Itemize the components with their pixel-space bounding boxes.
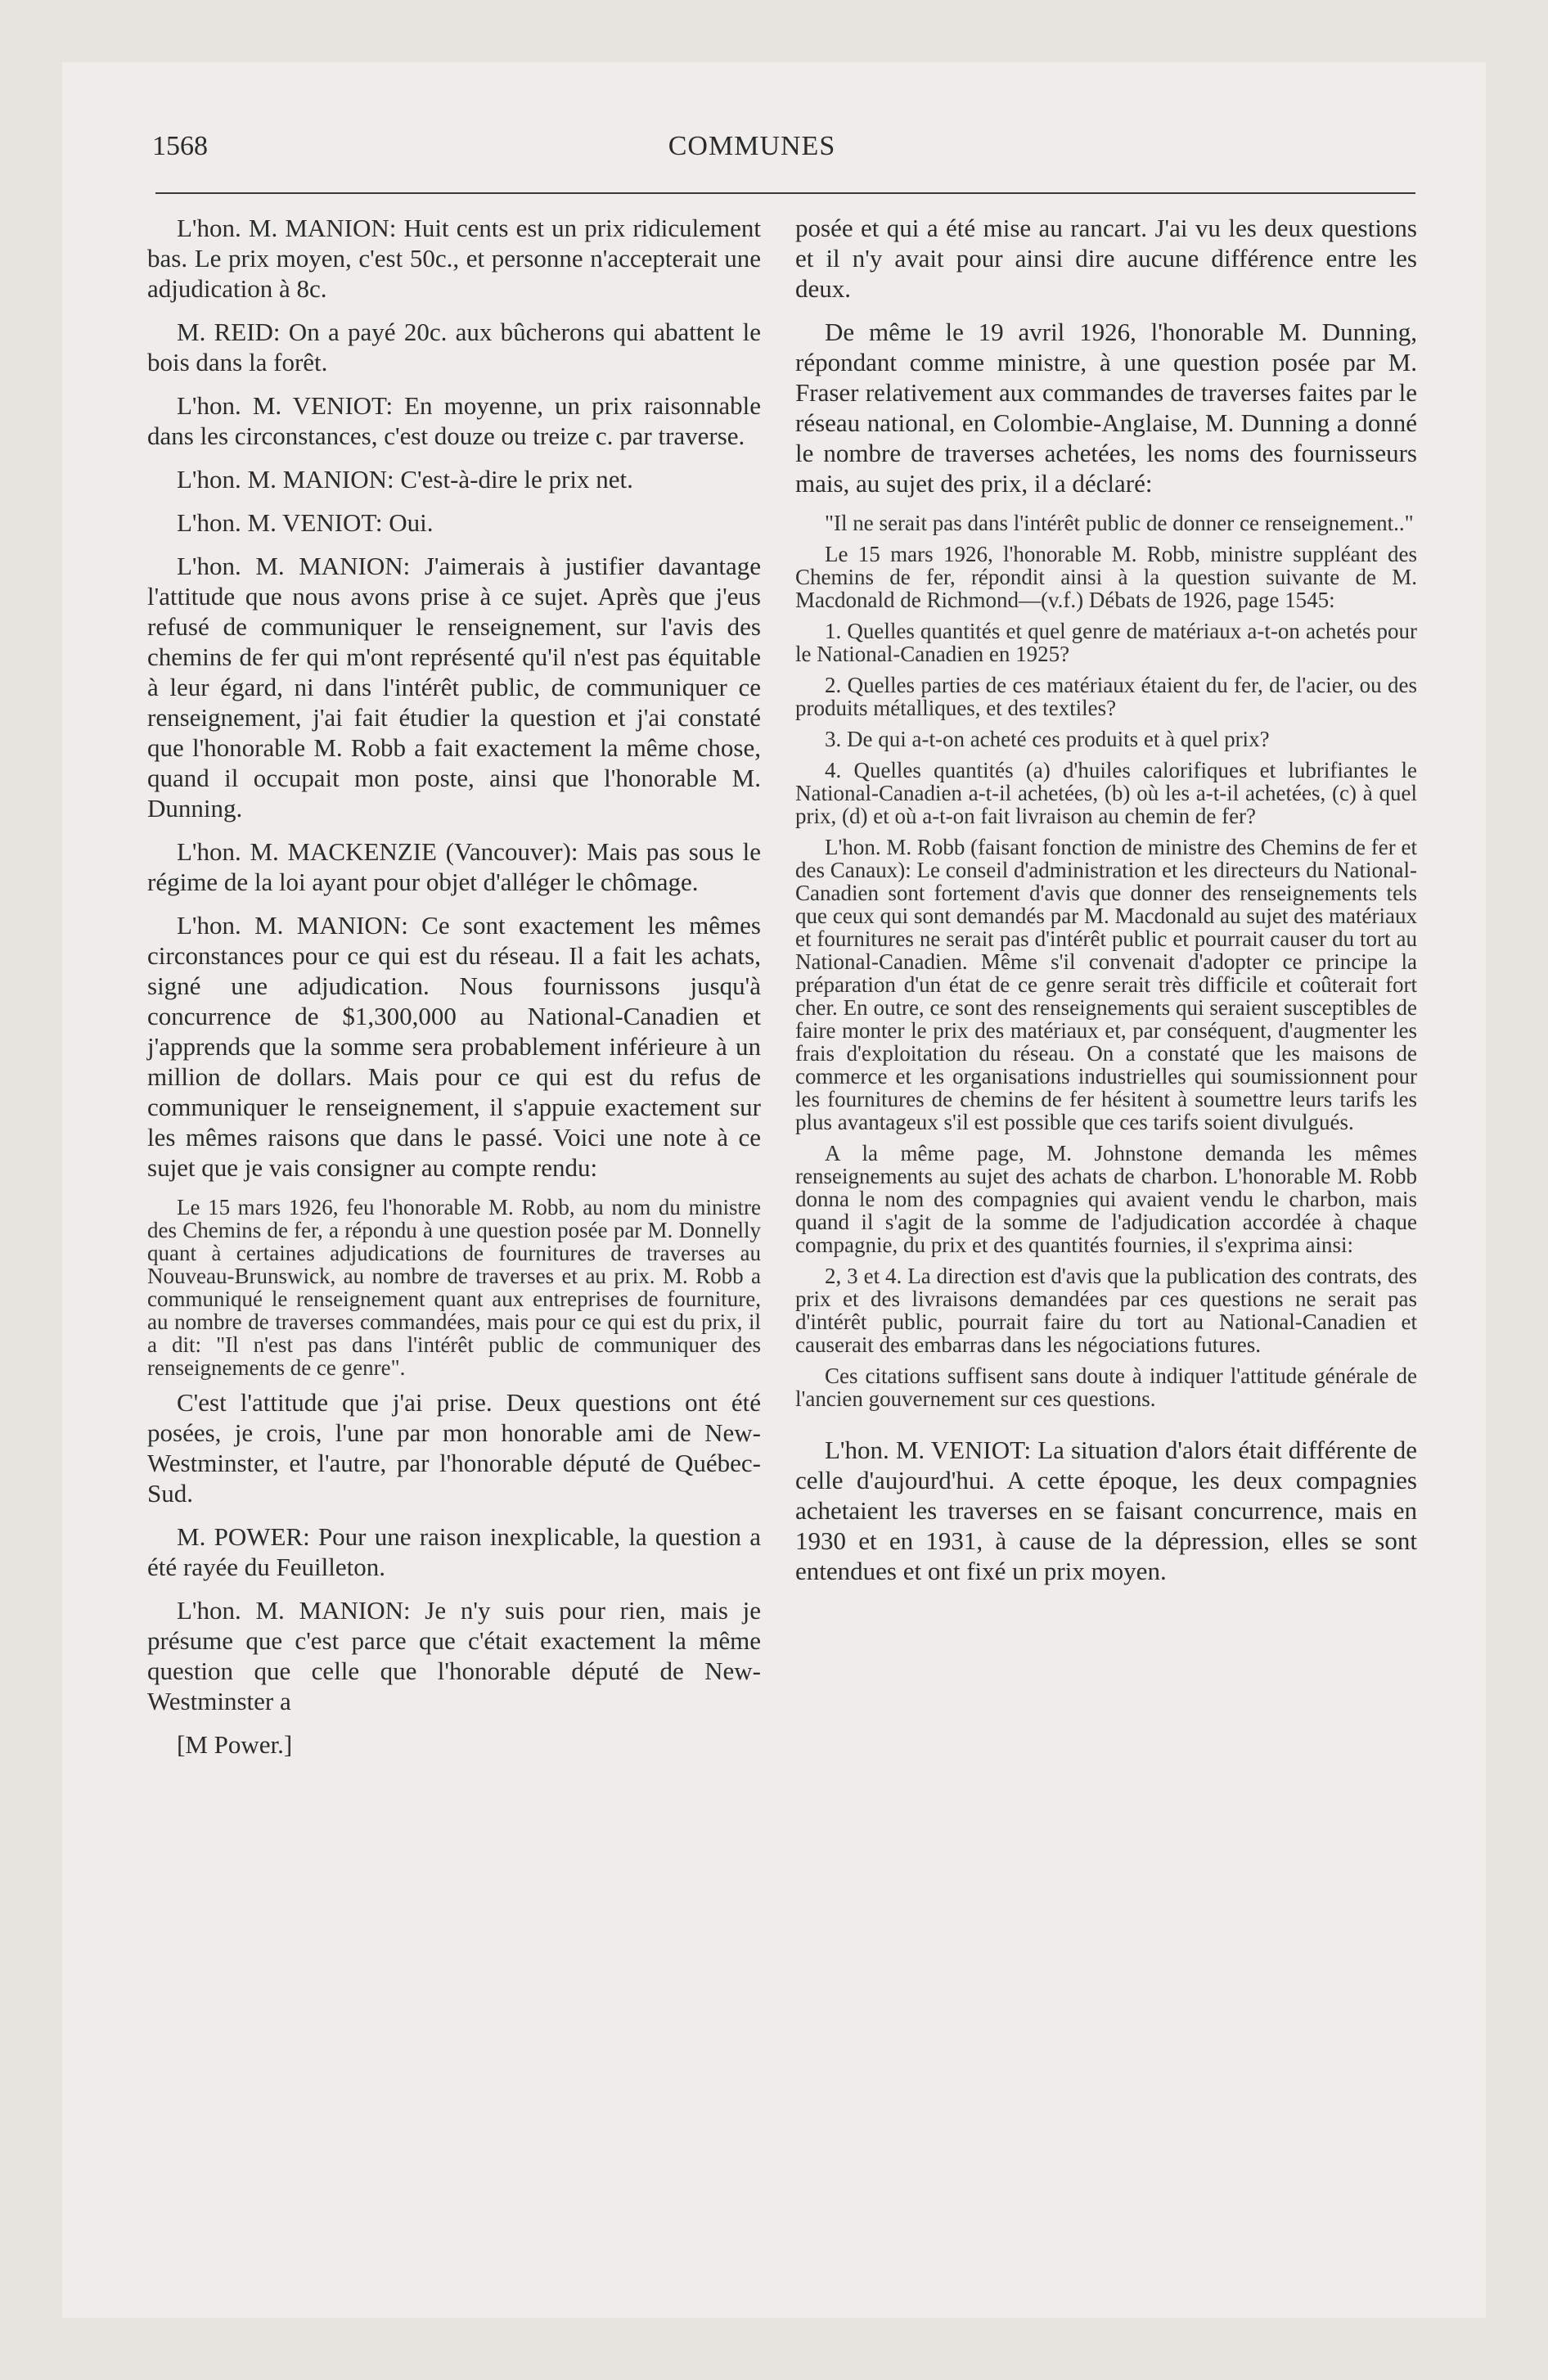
paragraph: L'hon. M. MANION: J'aimerais à justifier davantage l'attitude que nous avons prise à ce sujet. Après que j'eus refusé de communiquer le renseignement, sur l'avis des chemins de fer qui m'ont représenté qu'il n'est pas équitable à leur égard, ni dans l'intérêt public, de communiquer ce renseignement, j'ai fait étudier la question et j'ai constaté que l'honorable M. Robb a fait exactement la même chose, quand il occupait mon poste, ainsi que l'honorable M. Dunning. [147,552,761,823]
paragraph: L'hon. M. MANION: Huit cents est un prix ridiculement bas. Le prix moyen, c'est 50c., et personne n'accepterait une adjudication à 8c. [147,214,761,303]
paragraph: L'hon. M. MANION: C'est-à-dire le prix net. [177,465,633,494]
paragraph: De même le 19 avril 1926, l'honorable M. Dunning, répondant comme ministre, à une question posée par M. Fraser relativement aux commandes de traverses faites par le réseau national, en Colombie-Anglaise, M. Dunning a donné le nombre de traverses achetées, les noms des fournisseurs mais, au sujet des prix, il a déclaré: [795,318,1417,498]
paragraph: L'hon. M. VENIOT: En moyenne, un prix raisonnable dans les circonstances, c'est douze ou treize c. par traverse. [147,391,761,450]
quoted-text: "Il ne serait pas dans l'intérêt public de donner ce renseignement.." [825,511,1414,535]
paragraph: L'hon. M. VENIOT: La situation d'alors était différente de celle d'aujourd'hui. A cette époque, les deux compagnies achetaient les traverses en se faisant concurrence, mais en 1930 et en 1931, à cause de la dépression, elles se sont entendues et ont fixé un prix moyen. [795,1436,1417,1585]
quoted-question: 1. Quelles quantités et quel genre de matériaux a-t-on achetés pour le National-Canadien en 1925? [795,619,1417,666]
paragraph: C'est l'attitude que j'ai prise. Deux questions ont été posées, je crois, l'une par mon honorable ami de New-Westminster, et l'autre, par l'honorable député de Québec-Sud. [147,1388,761,1508]
quoted-text: Ces citations suffisent sans doute à indiquer l'attitude générale de l'ancien gouvernement sur ces questions. [795,1364,1417,1411]
quoted-question: 4. Quelles quantités (a) d'huiles calorifiques et lubrifiantes le National-Canadien a-t-il achetées, (b) où les a-t-il achetées, (c) à quel prix, (d) et où a-t-on fait livraison au chemin de fer? [795,758,1417,828]
quoted-answer: L'hon. M. Robb (faisant fonction de ministre des Chemins de fer et des Canaux): Le conseil d'administration et les directeurs du National-Canadien sont fortement d'avis que donner des renseignements tels que ceux qui sont demandés par M. Macdonald au sujet des matériaux et fournitures ne serait pas d'intérêt public et pourrait causer du tort au National-Canadien. Même s'il convenait d'adopter ce principe la préparation d'un état de ce genre serait très difficile et coûterait fort cher. En outre, ce sont des renseignements qui seraient susceptibles de faire monter le prix des matériaux et, par conséquent, d'augmenter les frais d'exploitation du réseau. On a constaté que les maisons de commerce et les organisations industrielles qui soumissionnent pour les fournitures de chemins de fer hésitent à soumettre leurs tarifs les plus avantageux s'il est possible que ces tarifs soient divulgués. [795,835,1417,1134]
paragraph: M. POWER: Pour une raison inexplicable, la question a été rayée du Feuilleton. [147,1522,761,1581]
quoted-answer: 2, 3 et 4. La direction est d'avis que la publication des contrats, des prix et des livraisons demandées par ces questions ne serait pas d'intérêt public, pourrait faire du tort au National-Canadien et causerait des embarras dans les négociations futures. [795,1264,1417,1357]
left-column [147,213,761,1760]
header-rule [155,192,1415,194]
paragraph: M. REID: On a payé 20c. aux bûcherons qui abattent le bois dans la forêt. [147,318,761,376]
paragraph: L'hon. M. MANION: Ce sont exactement les mêmes circonstances pour ce qui est du réseau. Il a fait les achats, signé une adjudication. Nous fournissons jusqu'à concurrence de $1,300,000 au National-Canadien et j'apprends que la somme sera probablement inférieure à un million de dollars. Mais pour ce qui est du refus de communiquer le renseignement, il s'appuie exactement sur les mêmes raisons que dans le passé. Voici une note à ce sujet que je vais consigner au compte rendu: [147,911,761,1182]
speaker-note: [M Power.] [177,1730,293,1759]
page-header [93,131,1411,172]
quoted-question: 2. Quelles parties de ces matériaux étaient du fer, de l'acier, ou des produits métalliques, et des textiles? [795,673,1417,720]
spacer [795,1418,1417,1435]
paragraph: L'hon. M. MACKENZIE (Vancouver): Mais pas sous le régime de la loi ayant pour objet d'alléger le chômage. [147,837,761,896]
quoted-text: A la même page, M. Johnstone demanda les mêmes renseignements au sujet des achats de charbon. L'honorable M. Robb donna le nom des compagnies qui avaient vendu le charbon, mais quand il s'agit de la somme de l'adjudication accordée à chaque compagnie, du prix et des quantités fournies, il s'exprima ainsi: [795,1141,1417,1257]
paragraph: L'hon. M. VENIOT: Oui. [177,508,434,537]
running-head: COMMUNES [668,131,836,161]
paragraph: posée et qui a été mise au rancart. J'ai vu les deux questions et il n'y avait pour ainsi dire aucune différence entre les deux. [795,214,1417,303]
page-number: 1568 [152,131,208,161]
quoted-text: Le 15 mars 1926, l'honorable M. Robb, ministre suppléant des Chemins de fer, répondit ainsi à la question suivante de M. Macdonald de Richmond—(v.f.) Débats de 1926, page 1545: [795,542,1417,612]
quoted-question: 3. De qui a-t-on acheté ces produits et à quel prix? [825,727,1270,751]
quoted-note: Le 15 mars 1926, feu l'honorable M. Robb, au nom du ministre des Chemins de fer, a répondu à une question posée par M. Donnelly quant à certaines adjudications de fournitures de traverses au Nouveau-Brunswick, au nombre de traverses et au prix. M. Robb a communiqué le renseignement quant aux entreprises de fourniture, au nombre de traverses commandées, mais pour ce qui est du prix, il a dit: "Il n'est pas dans l'intérêt public de communiquer des renseignements de ce genre". [147,1195,761,1380]
right-column [795,213,1417,1599]
paragraph: L'hon. M. MANION: Je n'y suis pour rien, mais je présume que c'est parce que c'était exactement la même question que celle que l'honorable député de New-Westminster a [147,1596,761,1715]
